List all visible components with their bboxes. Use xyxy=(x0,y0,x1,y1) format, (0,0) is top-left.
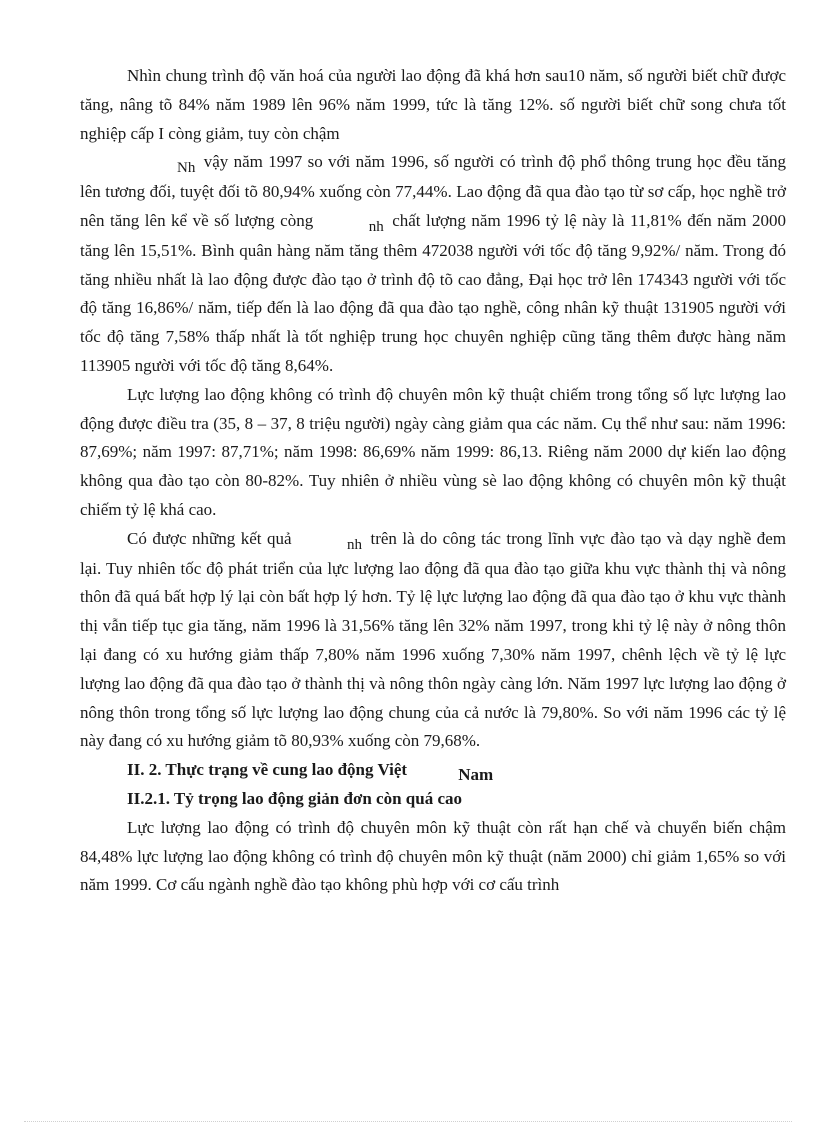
paragraph-training-results xyxy=(80,525,786,756)
page-bottom-rule xyxy=(24,1121,792,1122)
subsection-heading: II.2.1. Tỷ trọng lao động giản đơn còn quá cao xyxy=(127,788,463,808)
paragraph-text: vậy năm 1997 so với năm 1996, số người có trình độ phổ thông trung học đều tăng lên tương đối, tuyệt đối tõ 80,94% xuống còn 77,44%. Lao động đã qua đào tạo từ sơ cấp, học nghề trở nên tăng lên kể về số lượng còng xyxy=(80,152,787,230)
paragraph-text: chất lượng năm 1996 tỷ lệ này là 11,81% đến năm 2000 tăng lên 15,51%. Bình quân hàng năm tăng thêm 472038 người với tốc độ tăng 9,92%/ năm. Trong đó tăng nhiều nhất là lao động được đào tạo ở trình độ tõ cao đẳng, Đại học trở lên 174343 người với tốc độ tăng 16,86%/ năm, tiếp đến là lao động đã qua đào tạo nghề, công nhân kỹ thuật 131905 người với tốc độ tăng 7,58% thấp nhất là tốt nghiệp trung học chuyên nghiệp cũng tăng thêm được hàng năm 113905 người với tốc độ tăng 8,64%. xyxy=(80,210,787,375)
fragment-nh: nh xyxy=(347,536,362,553)
paragraph-untrained-labor: Lực lượng lao động không có trình độ chuyên môn kỹ thuật chiếm trong tổng số lực lượng lao động được điều tra (35, 8 – 37, 8 triệu người) ngày càng giảm qua các năm. Cụ thể như sau: năm 1996: 87,69%; năm 1997: 87,71%; năm 1998: 86,69% năm 1999: 86,13. Riêng năm 2000 dự kiến lao động không qua đào tạo còn 80-82%. Tuy nhiên ở nhiều vùng sè lao động không có chuyên môn kỹ thuật chiếm tỷ lệ khá cao. xyxy=(80,384,786,519)
paragraph-text: Có được những kết quả xyxy=(127,528,292,548)
fragment-nh: Nh xyxy=(177,160,196,177)
section-heading-text: II. 2. Thực trạng về cung lao động Việt xyxy=(127,760,408,780)
section-heading xyxy=(80,756,786,785)
paragraph-skill-structure: Lực lượng lao động có trình độ chuyên môn kỹ thuật còn rất hạn chế và chuyển biến chậm 84,48% lực lượng lao động không có trình độ chuyên môn kỹ thuật (năm 2000) chỉ giảm 1,65% so với năm 1999. Cơ cấu ngành nghề đào tạo không phù hợp với cơ cấu trình xyxy=(80,817,786,895)
fragment-nh: nh xyxy=(368,218,384,235)
paragraph-text: trên là do công tác trong lĩnh vực đào tạo và dạy nghề đem lại. Tuy nhiên tốc độ phát triển của lực lượng lao động đã qua đào tạo giữa khu vực thành thị và nông thôn đã quá bất hợp lý lại còn bất hợp lý hơn. Tỷ lệ lực lượng lao động đã qua đào tạo ở khu vực thành thị vẫn tiếp tục gia tăng, năm 1996 là 31,56% tăng lên 32% năm 1997, trong khi tỷ lệ này ở nông thôn lại đang có xu hướng giảm thấp 7,80% năm 1996 xuống 7,30% năm 1997, chênh lệch về tỷ lệ lực lượng lao động đã qua đào tạo ở thành thị và nông thôn ngày càng lớn. Năm 1997 lực lượng lao động ở nông thôn trong tổng số lực lượng lao động chung của cả nước là 79,80%. So với năm 1996 các tỷ lệ này đang có xu hướng giảm tõ 80,93% xuống còn 79,68%. xyxy=(80,528,787,751)
paragraph-education-level xyxy=(80,148,786,380)
document-page xyxy=(80,62,786,900)
paragraph-literacy: Nhìn chung trình độ văn hoá của người lao động đã khá hơn sau10 năm, số người biết chữ được tăng, nâng tõ 84% năm 1989 lên 96% năm 1999, tức là tăng 12%. số người biết chữ song chưa tốt nghiệp cấp I còng giảm, tuy còn chậm xyxy=(80,66,786,143)
section-heading-tail: Nam xyxy=(458,765,494,785)
